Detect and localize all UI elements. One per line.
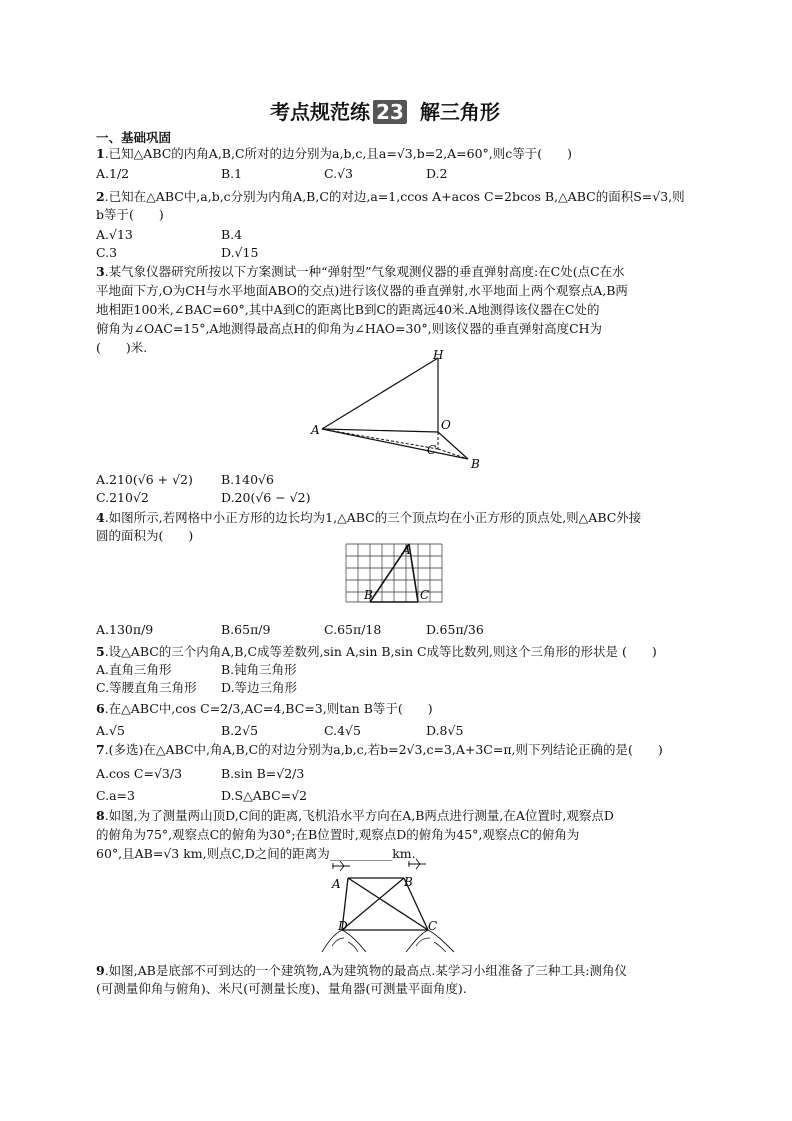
question-4-line-1 — [96, 510, 641, 526]
question-2-option-d: D.√15 — [221, 245, 259, 260]
question-2-option-b: B.4 — [221, 227, 243, 242]
label-D: D — [338, 919, 348, 933]
question-4-option-a: A.130π/9 — [96, 622, 154, 637]
question-8-figure — [320, 858, 470, 954]
airplane-icon-a — [332, 861, 350, 871]
label-B: B — [364, 588, 373, 602]
question-2-text: .已知在△ABC中,a,b,c分别为内角A,B,C的对边,a=1,ccos A+acos C=2bcos B,△ABC的面积S=√3,则 — [104, 189, 685, 204]
label-A: A — [402, 543, 411, 557]
question-9-text: .如图,AB是底部不可到达的一个建筑物,A为建筑物的最高点.某学习小组准备了三种工具:测角仪 — [104, 963, 628, 978]
question-1-option-b: B.1 — [221, 166, 243, 181]
question-6-option-a: A.√5 — [96, 723, 125, 738]
question-4-line-2: 圆的面积为( ) — [96, 528, 194, 543]
question-5-option-a: A.直角三角形 — [96, 662, 172, 677]
mountain-left-detail — [332, 938, 358, 952]
question-3-text: .某气象仪器研究所按以下方案测试一种“弹射型”气象观测仪器的垂直弹射高度:在C处(点C在水 — [104, 264, 625, 279]
question-4-number: 4 — [96, 510, 105, 525]
segment-AH — [322, 358, 438, 429]
question-8-text: .如图,为了测量两山顶D,C间的距离,飞机沿水平方向在A,B两点进行测量,在A位置时,观察点D — [104, 808, 614, 823]
question-3-line-2: 平地面下方,O为CH与水平地面ABO的交点)进行该仪器的垂直弹射,水平地面上两个观察点A,B两 — [96, 283, 628, 298]
question-8-number: 8 — [96, 808, 105, 823]
label-C: C — [420, 588, 430, 602]
question-1-stem — [96, 146, 572, 162]
question-3-line-5: ( )米. — [96, 340, 148, 355]
question-3-option-a: A.210(√6 + √2) — [96, 472, 193, 487]
question-8-line-2: 的俯角为75°,观察点C的俯角为30°;在B位置时,观察点D的俯角为45°,观察点C的俯角为 — [96, 827, 580, 842]
question-7-option-d: D.S△ABC=√2 — [221, 788, 308, 803]
question-8-line-1 — [96, 808, 614, 824]
question-5-option-c: C.等腰直角三角形 — [96, 680, 197, 695]
question-7-option-a: A.cos C=√3/3 — [96, 766, 183, 781]
question-6-option-c: C.4√5 — [324, 723, 361, 738]
question-5-text: .设△ABC的三个内角A,B,C成等差数列,sin A,sin B,sin C成等比数列,则这个三角形的形状是 ( ) — [104, 644, 657, 659]
question-9-line-2: (可测量仰角与俯角)、米尺(可测量长度)、量角器(可测量平面角度). — [96, 981, 467, 996]
question-1-option-d: D.2 — [426, 166, 448, 181]
question-3-figure — [310, 346, 500, 474]
question-3-number: 3 — [96, 264, 105, 279]
label-B: B — [471, 457, 480, 471]
question-4-option-d: D.65π/36 — [426, 622, 484, 637]
question-4-text: .如图所示,若网格中小正方形的边长均为1,△ABC的三个顶点均在小正方形的顶点处,则△ABC外接 — [104, 510, 642, 525]
question-3-option-b: B.140√6 — [221, 472, 274, 487]
title-prefix: 考点规范练 — [270, 100, 370, 124]
question-2-option-c: C.3 — [96, 245, 118, 260]
title-number-badge: 23 — [373, 100, 407, 124]
question-4-grid-figure — [340, 540, 450, 610]
question-6-stem — [96, 701, 433, 717]
question-2-number: 2 — [96, 189, 105, 204]
segment-BD — [342, 878, 404, 930]
question-7-number: 7 — [96, 742, 105, 757]
question-9-number: 9 — [96, 963, 105, 978]
title-suffix: 解三角形 — [419, 100, 500, 124]
question-3-option-d: D.20(√6 − √2) — [221, 490, 311, 505]
question-7-option-b: B.sin B=√2/3 — [221, 766, 305, 781]
question-1-text: .已知△ABC的内角A,B,C所对的边分别为a,b,c,且a=√3,b=2,A=60°,则c等于( ) — [104, 146, 573, 161]
airplane-icon-b — [408, 859, 426, 869]
question-6-text: .在△ABC中,cos C=2/3,AC=4,BC=3,则tan B等于( ) — [104, 701, 433, 716]
mountain-right — [406, 930, 454, 952]
mountain-left — [322, 930, 366, 952]
question-6-option-b: B.2√5 — [221, 723, 259, 738]
page-title — [270, 96, 500, 125]
question-3-option-c: C.210√2 — [96, 490, 149, 505]
segment-AB — [322, 429, 468, 459]
label-H: H — [433, 348, 444, 362]
question-7-stem — [96, 742, 663, 758]
question-2-option-a: A.√13 — [96, 227, 133, 242]
label-O: O — [441, 418, 451, 432]
question-1-number: 1 — [96, 146, 105, 161]
question-1-option-c: C.√3 — [324, 166, 354, 181]
label-C: C — [428, 919, 438, 933]
question-2-line-1 — [96, 189, 685, 205]
question-4-option-c: C.65π/18 — [324, 622, 382, 637]
question-3-line-3: 地相距100米,∠BAC=60°,其中A到C的距离比B到C的距离远40米.A地测得该仪器在C处的 — [96, 302, 600, 317]
question-5-stem — [96, 644, 657, 660]
question-8-line-3: 60°,且AB=√3 km,则点C,D之间的距离为__________km. — [96, 846, 416, 861]
question-3-line-1 — [96, 264, 625, 280]
question-7-option-c: C.a=3 — [96, 788, 135, 803]
question-7-text: .(多选)在△ABC中,角A,B,C的对边分别为a,b,c,若b=2√3,c=3,A+3C=π,则下列结论正确的是( ) — [104, 742, 663, 757]
label-A: A — [332, 877, 341, 891]
question-4-option-b: B.65π/9 — [221, 622, 271, 637]
label-B: B — [404, 875, 413, 889]
question-9-line-1 — [96, 963, 627, 979]
label-C: C — [427, 443, 437, 457]
question-3-line-4: 俯角为∠OAC=15°,A地测得最高点H的仰角为∠HAO=30°,则该仪器的垂直弹射高度CH为 — [96, 321, 603, 336]
question-1-option-a: A.1/2 — [96, 166, 130, 181]
question-2-line-2: b等于( ) — [96, 207, 164, 222]
segment-OB — [438, 432, 468, 459]
question-5-number: 5 — [96, 644, 105, 659]
question-6-option-d: D.8√5 — [426, 723, 464, 738]
section-heading: 一、基础巩固 — [96, 130, 172, 145]
label-A: A — [311, 423, 320, 437]
question-5-option-b: B.钝角三角形 — [221, 662, 297, 677]
question-6-number: 6 — [96, 701, 105, 716]
question-5-option-d: D.等边三角形 — [221, 680, 298, 695]
